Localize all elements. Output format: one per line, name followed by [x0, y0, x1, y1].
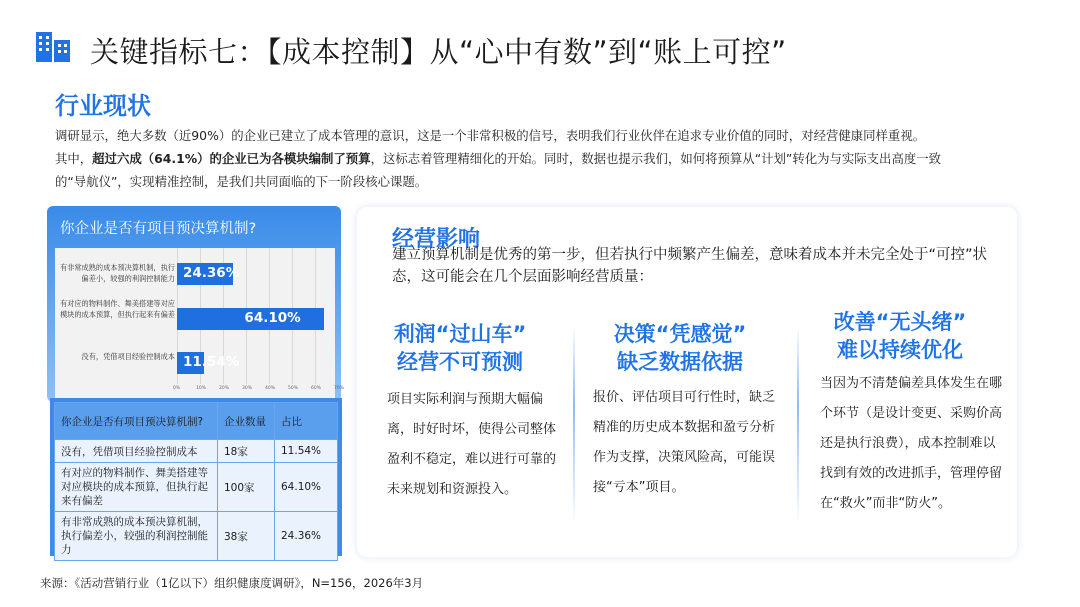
- building-icon: [34, 28, 74, 64]
- x-tick-label: 30%: [242, 386, 253, 391]
- x-tick-label: 60%: [311, 386, 322, 391]
- chart-plot-area: [55, 248, 345, 398]
- impact-col-3-text: 当因为不清楚偏差具体发生在哪个环节（是设计变更、采购价高还是执行浪费），成本控制难以找到有效的改进抓手，管理停留在“救火”而非“防火”。: [820, 376, 1003, 511]
- table-row: [55, 440, 338, 463]
- table-header-ratio: 占比: [275, 403, 338, 440]
- table-cell: 64.10%: [275, 463, 338, 512]
- x-tick-label: 0%: [173, 386, 181, 391]
- chart-title: 你企业是否有项目预决算机制?: [60, 221, 257, 237]
- impact-col-3-title-line1: 改善“无头绪”: [833, 310, 967, 334]
- section-heading-impact: 经营影响: [392, 227, 481, 252]
- x-tick-label: 50%: [288, 386, 299, 391]
- table-header-question: 你企业是否有项目预决算机制?: [55, 403, 218, 440]
- table-cell: 11.54%: [275, 440, 338, 463]
- bar-value-none: 11.54%: [183, 354, 240, 370]
- table-cell: 38家: [218, 512, 275, 561]
- impact-col-2-title-line2: 缺乏数据依据: [617, 350, 743, 374]
- chart-card: [47, 206, 345, 402]
- impact-col-3-title-line2: 难以持续优化: [837, 338, 963, 362]
- x-tick-label: 40%: [265, 386, 276, 391]
- bar-value-mature: 24.36%: [183, 265, 240, 281]
- intro-line-3: 的“导航仪”，实现精准控制，是我们共同面临的下一阶段核心课题。: [55, 174, 428, 189]
- x-tick-label: 20%: [219, 386, 230, 391]
- impact-col-1-text: 项目实际利润与预期大幅偏离，时好时坏，使得公司整体盈利不稳定，难以进行可靠的未来规划和资源投入。: [387, 392, 557, 497]
- data-table: [54, 402, 338, 561]
- impact-col-1-title: [370, 320, 550, 376]
- intro-line-2: [55, 147, 1045, 170]
- impact-col-2-text: 报价、评估项目可行性时，缺乏精准的历史成本数据和盈亏分析作为支撑，决策风险高，可能误接“亏本”项目。: [593, 390, 776, 495]
- intro-line-1: 调研显示，绝大多数（近90%）的企业已建立了成本管理的意识，这是一个非常积极的信号，表明我们行业伙伴在追求专业价值的同时，对经营健康同样重视。: [55, 128, 926, 143]
- page-title: 关键指标七：【成本控制】从“心中有数”到“账上可控”: [90, 35, 787, 69]
- table-cell: 24.36%: [275, 512, 338, 561]
- source-note: 来源：《活动营销行业（1亿以下）组织健康度调研》，N=156，2026年3月: [40, 576, 424, 590]
- table-cell: 100家: [218, 463, 275, 512]
- x-tick-label: 70%: [334, 386, 345, 391]
- column-divider: [573, 325, 575, 525]
- impact-col-2-title: [590, 320, 770, 376]
- bar-label-2: 有对应的物料制作、舞美搭建等对应模块的成本预算，但执行起来有偏差: [59, 299, 175, 319]
- table-row: [55, 512, 338, 561]
- impact-col-2-title-line1: 决策“凭感觉”: [613, 322, 747, 346]
- bar-label-1: 有非常成熟的成本预决算机制，执行偏差小，较强的利润控制能力: [59, 263, 175, 283]
- table-header-count: 企业数量: [218, 403, 275, 440]
- intro-paragraph: [55, 124, 1045, 193]
- impact-description: 建立预算机制是优秀的第一步，但若执行中频繁产生偏差，意味着成本并未完全处于“可控”状态，这可能会在几个层面影响经营质量：: [392, 247, 988, 285]
- table-cell: 18家: [218, 440, 275, 463]
- bar-label-3: 没有，凭借项目经验控制成本: [81, 352, 175, 361]
- section-heading-industry: 行业现状: [55, 92, 151, 120]
- column-divider: [797, 325, 799, 525]
- table-row: [55, 463, 338, 512]
- table-cell: 没有，凭借项目经验控制成本: [55, 440, 218, 463]
- intro-line-2-pre: 其中，: [55, 151, 93, 166]
- table-cell: 有对应的物料制作、舞美搭建等对应模块的成本预算，但执行起来有偏差: [55, 463, 218, 512]
- impact-col-1-title-line2: 经营不可预测: [397, 350, 523, 374]
- intro-line-2-post: ，这标志着管理精细化的开始。同时，数据也提示我们，如何将预算从“计划”转化为与实际支出高度一致: [370, 151, 942, 166]
- bar-value-partial: 64.10%: [244, 310, 301, 326]
- impact-col-3-title: [810, 308, 990, 364]
- x-tick-label: 10%: [196, 386, 207, 391]
- table-cell: 有非常成熟的成本预决算机制，执行偏差小，较强的利润控制能力: [55, 512, 218, 561]
- intro-highlight: 超过六成（64.1%）的企业已为各模块编制了预算: [92, 151, 371, 166]
- impact-col-1-title-line1: 利润“过山车”: [393, 322, 527, 346]
